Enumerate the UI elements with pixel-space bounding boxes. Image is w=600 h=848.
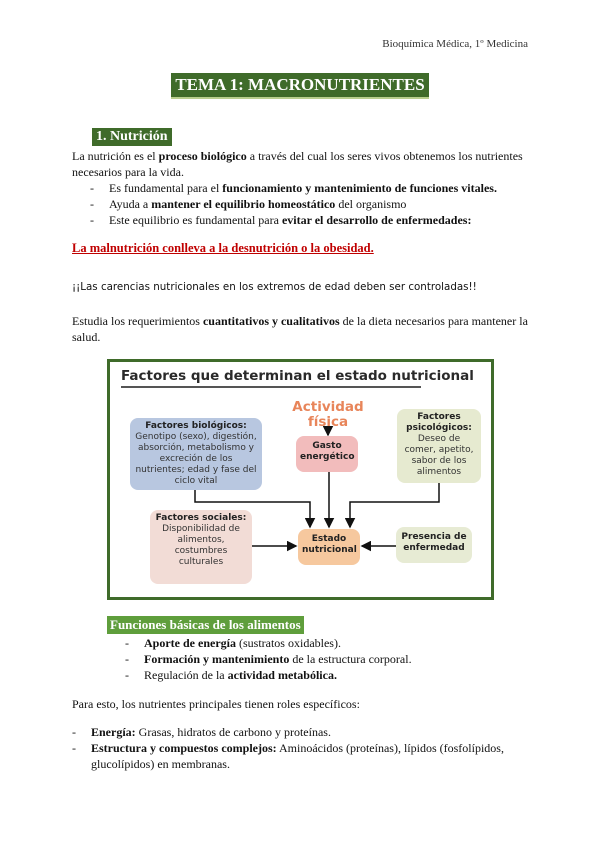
section-heading-text: 1. Nutrición (92, 128, 172, 146)
list-item: - Es fundamental para el funcionamiento y mantenimiento de funciones vitales. (90, 180, 550, 196)
arrow-psi-estado (350, 483, 439, 527)
list-item: - Regulación de la actividad metabólica. (125, 667, 545, 683)
actividad-fisica-label: Actividad física (292, 399, 364, 430)
section-heading-text: Funciones básicas de los alimentos (107, 616, 304, 634)
malnutrition-warning: La malnutrición conlleva a la desnutrición o la obesidad. (72, 241, 374, 255)
list-item: - Aporte de energía (sustratos oxidables). (125, 635, 545, 651)
factores-biologicos-box: Factores biológicos: Genotipo (sexo), digestión, absorción, metabolismo y excreción de los nutrientes; edad y fase del ciclo vital (130, 418, 262, 490)
section-heading-nutricion (92, 127, 172, 146)
intro-text: La nutrición es el (72, 149, 159, 163)
funciones-bullets (125, 635, 545, 683)
list-item: - Ayuda a mantener el equilibrio homeostático del organismo (90, 196, 550, 212)
list-item: - Energía: Grasas, hidratos de carbono y proteínas. (72, 724, 542, 740)
figure-title: Factores que determinan el estado nutricional (121, 368, 474, 384)
nutritional-factors-figure (107, 359, 494, 600)
page-title: TEMA 1: MACRONUTRIENTES (171, 73, 428, 99)
age-note: ¡¡Las carencias nutricionales en los extremos de edad deben ser controladas!! (72, 281, 477, 293)
section-heading-funciones (107, 616, 304, 634)
running-header: Bioquímica Médica, 1º Medicina (382, 38, 528, 50)
title-wrap (0, 73, 600, 99)
nutrition-bullets (90, 180, 550, 228)
presencia-enfermedad-box: Presencia de enfermedad (396, 527, 472, 563)
intro-bold: proceso biológico (158, 149, 247, 163)
intro-text-end: a través del cual los seres vivos obtenemos los nutrientes necesarios para la vida. (72, 149, 523, 179)
factores-psicologicos-box: Factores psicológicos: Deseo de comer, apetito, sabor de los alimentos (397, 409, 481, 483)
roles-intro: Para esto, los nutrientes principales tienen roles específicos: (72, 697, 360, 711)
study-paragraph: Estudia los requerimientos cuantitativos y cualitativos de la dieta necesarios para mantener la salud. (72, 314, 528, 344)
roles-bullets (72, 724, 542, 772)
list-item: - Formación y mantenimiento de la estructura corporal. (125, 651, 545, 667)
factores-sociales-box: Factores sociales: Disponibilidad de alimentos, costumbres culturales (150, 510, 252, 584)
list-item: - Estructura y compuestos complejos: Aminoácidos (proteínas), lípidos (fosfolípidos, glucolípidos) en membranas. (72, 740, 542, 772)
estado-nutricional-box: Estado nutricional (298, 529, 360, 565)
list-item: - Este equilibrio es fundamental para evitar el desarrollo de enfermedades: (90, 212, 550, 228)
gasto-energetico-box: Gasto energético (296, 436, 358, 472)
intro-paragraph (72, 148, 532, 180)
